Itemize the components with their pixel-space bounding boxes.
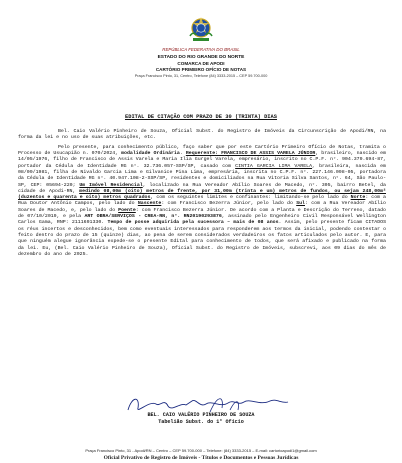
boundary-south: Sul: [296, 201, 305, 207]
spouse-name: CINTIA GARCIA LIMA VARELA: [235, 163, 313, 169]
text-run: .: [179, 151, 186, 157]
handwritten-signature: [110, 392, 300, 414]
letterhead: [0, 0, 402, 90]
text-run: , brasileiro, nascido em 14/05/1976, filho de Francisco de Assis Varela e Maria Ilia Gurgel Varela, empresário, inscrito no C.P.F. n°. 904.379.694-87, portador da Cédula de Identidade RG n°. 32.736.057-SSP/SP, casado com: [18, 151, 387, 169]
text-run: . Assim, pelo presente ficam CITADOS os réus incertos e desconhecidos, bem como eventuais interessados para responderem aos termos da inicial, podendo contestar o feito dentro do prazo de 15 (quinze) dias, ao pena de serem considerados verdadeiros os fatos articulados pelo autor. E, para que ninguém alegue ignorância expede-se o presente Edital para conhecimento de todos, que será afixado e publicado na forma da lei. Eu, (Bel. Caio Valério Pinheiro de Souza), Oficial Subst. do Registro de Imóveis, subscrevi, aos 09 dias do mês de dezembro do ano de 2025.: [18, 220, 387, 257]
edict-body: [18, 129, 386, 261]
intro-paragraph: Bel. Caio Valério Pinheiro de Souza, Oficial Subst. do Registro de Imóveis da Circunscrição de Apodi/RN, na forma da lei e no uso de suas atribuições, etc.: [18, 129, 386, 141]
text-run: , assinado pelo Engenheiro Civil Responsável Wellington Carlos Gama, RNP: 2111691330.: [18, 214, 386, 226]
property-type: Um Imóvel Residencial: [79, 182, 143, 188]
boundary-north: Norte: [350, 195, 366, 201]
possession-time: Tempo de posse adquirida pela sucessora – mais de 08 anos: [107, 220, 279, 226]
office-line: CARTÓRIO PRIMEIRO OFÍCIO DE NOTAS: [155, 67, 247, 72]
state-line: ESTADO DO RIO GRANDE DO NORTE: [157, 55, 245, 60]
republic-line: REPÚBLICA FEDERATIVA DO BRASIL: [162, 47, 240, 52]
footer-address: Praça Francisco Pinto, 31 - Apodi/RN – Centro – CEP 59.700-000 – Telefone: (84) 3333-2015 – E-mail: cartorioapodi1@gmail.com: [85, 448, 317, 453]
signatory-role: Tabelião Subst. do 1° Ofício: [158, 419, 244, 425]
text-run: : com a Rua Doutor Antônio Campos, pelo lado do: [18, 195, 386, 207]
text-run: : com Francisco Bezerra Júnior. De acordo com a Planta e Descrição do Terreno, datado de 07/10/2019, e pela: [18, 207, 386, 220]
text-run: Pelo presente, para conhecimento público, faço saber que por este Cartório Primeiro Ofício de Notas, tramita o Processo de Usucapião n. 070/2024,: [18, 144, 386, 157]
applicant-name: Requerente: FRANCISCO DE ASSIS VARELA JÚNIOR: [185, 151, 316, 157]
modality-text: modalidade Ordinária: [121, 151, 180, 157]
text-run: , localizado na Rua Vereador Abílio Soares de Macedo, n°. 305, bairro Betel, da cidade de Apodi-RN,: [18, 182, 386, 194]
header-address: Praça Francisco Pinto, 31, Centro, Telefone (84) 3333-2015 – CEP 59.700-000: [134, 74, 268, 78]
brazil-coat-of-arms-icon: [185, 14, 217, 46]
text-run: , brasileira, nascida em 08/09/1981, filha de Nivaldo Garcia Lima e Gilvanice Pina Lima, empresária, inscrita no C.P.F. n°. 227.146.098-05, portadora da Cédula de Identidade RG n°. 40.947.108-2-SSP/SP, residentes e domiciliados na Rua Vitoria Silva Santos, n°. 64, São Paulo-SP, CEP: 05694-220;: [18, 163, 386, 188]
main-paragraph: [18, 145, 386, 258]
signatory-name: BEL. CAIO VALÉRIO PINHEIRO DE SOUZA: [147, 412, 255, 418]
text-run: : com a Rua Vereador Abílio Soares de Macedo, e, pelo lado do: [18, 201, 386, 213]
district-line: COMARCA DE APODI: [177, 61, 225, 66]
art-reference: ART OBRA/SERVIÇOS - CREA-RN, n°. RN20190293876: [84, 214, 222, 220]
boundary-east: Nascente: [137, 201, 162, 207]
page-title: EDITAL DE CITAÇÃO COM PRAZO DE 30 (TRINTA) DIAS: [124, 114, 278, 120]
footer-office-title: Oficial Privativo de Registro de Imóveis - Títulos e Documentos e Pessoas Jurídicas: [103, 455, 299, 461]
text-run: : com Francisco Bezerra Júnior, pelo lado do: [161, 201, 297, 207]
text-run: , com os seguintes limites e confinantes: limitando-se pelo lado do: [150, 195, 351, 201]
boundary-west: Poente: [118, 207, 136, 213]
property-measurements: medindo 08,00m (oito) metros de frente, por 31,00m (trinta e um) metros de fundos, ou sejam 248,00m² (duzentos e quarenta e oito) metros quadrados: [18, 188, 386, 201]
